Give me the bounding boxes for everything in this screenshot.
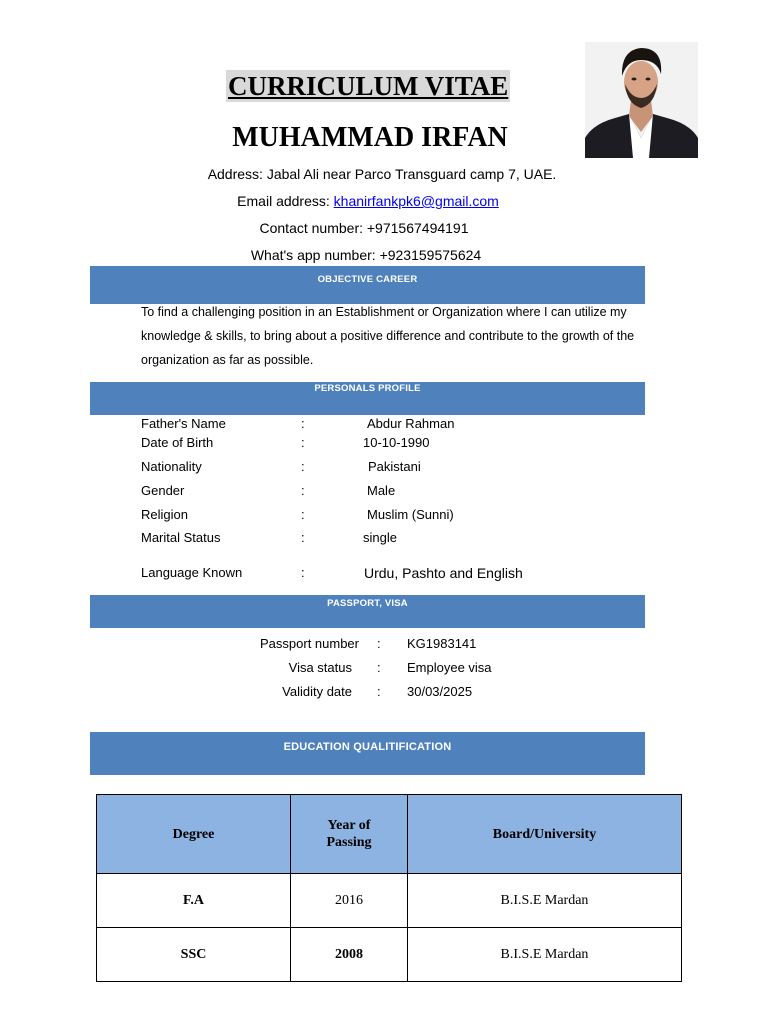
passport-colon: : — [377, 660, 381, 675]
profile-colon: : — [301, 530, 305, 545]
section-header-objective — [90, 266, 645, 304]
section-title: EDUCATION QUALITIFICATION — [283, 741, 452, 753]
profile-value: Muslim (Sunni) — [367, 507, 454, 522]
profile-colon: : — [301, 459, 305, 474]
profile-colon: : — [301, 565, 305, 580]
board-cell: B.I.S.E Mardan — [408, 874, 682, 928]
profile-label: Gender — [141, 483, 185, 498]
profile-photo — [585, 42, 698, 158]
profile-value: 10-10-1990 — [363, 435, 430, 450]
board-cell: B.I.S.E Mardan — [408, 928, 682, 982]
address-line: Address: Jabal Ali near Parco Transguard camp 7, UAE. — [207, 166, 557, 182]
column-header-degree: Degree — [97, 795, 291, 874]
profile-value: Male — [367, 483, 396, 498]
section-header-education — [90, 732, 645, 775]
section-title: PASSPORT, VISA — [327, 598, 408, 609]
email-link[interactable]: khanirfankpk6@gmail.com — [333, 193, 499, 209]
table-header-row — [97, 795, 682, 874]
profile-label: Nationality — [141, 459, 202, 474]
objective-text: To find a challenging position in an Establishment or Organization where I can utilize my knowledge & skills, to bring about a positive difference and contribute to the growth of the organization as far as possible. — [141, 305, 635, 367]
document-title: CURRICULUM VITAE — [228, 71, 509, 101]
profile-value: Abdur Rahman — [367, 416, 455, 431]
year-cell: 2016 — [291, 874, 408, 928]
profile-label: Religion — [141, 507, 188, 522]
section-title: OBJECTIVE CAREER — [317, 274, 418, 285]
passport-label: Passport number — [260, 636, 359, 651]
email-label: Email address: — [237, 193, 334, 209]
candidate-name: MUHAMMAD IRFAN — [232, 122, 508, 153]
degree-cell: F.A — [97, 874, 291, 928]
profile-colon: : — [301, 507, 305, 522]
column-header-year: Year of Passing — [291, 795, 408, 874]
profile-colon: : — [301, 483, 305, 498]
validity-value: 30/03/2025 — [407, 684, 473, 699]
profile-colon: : — [301, 435, 305, 450]
profile-value: Pakistani — [368, 459, 421, 474]
profile-label: Language Known — [141, 565, 243, 580]
column-header-board: Board/University — [408, 795, 682, 874]
passport-colon: : — [377, 684, 381, 699]
section-header-profile — [90, 382, 645, 415]
profile-label: Marital Status — [141, 530, 221, 545]
visa-value: Employee visa — [407, 660, 492, 675]
profile-colon: : — [301, 416, 305, 431]
degree-cell: SSC — [97, 928, 291, 982]
email-line — [0, 193, 750, 209]
contact-number-line: Contact number: +971567494191 — [259, 220, 469, 236]
passport-value: KG1983141 — [407, 636, 477, 651]
validity-label: Validity date — [282, 684, 352, 699]
whatsapp-number-line: What's app number: +923159575624 — [250, 247, 482, 263]
year-cell: 2008 — [291, 928, 408, 982]
education-table — [96, 794, 682, 982]
visa-label: Visa status — [288, 660, 352, 675]
table-row — [97, 874, 682, 928]
section-header-passport — [90, 595, 645, 628]
passport-colon: : — [377, 636, 381, 651]
section-title: PERSONALS PROFILE — [314, 383, 421, 394]
profile-label: Date of Birth — [141, 435, 214, 450]
profile-value: Urdu, Pashto and English — [364, 565, 523, 581]
profile-value: single — [363, 530, 397, 545]
profile-label: Father's Name — [141, 416, 226, 431]
table-row — [97, 928, 682, 982]
